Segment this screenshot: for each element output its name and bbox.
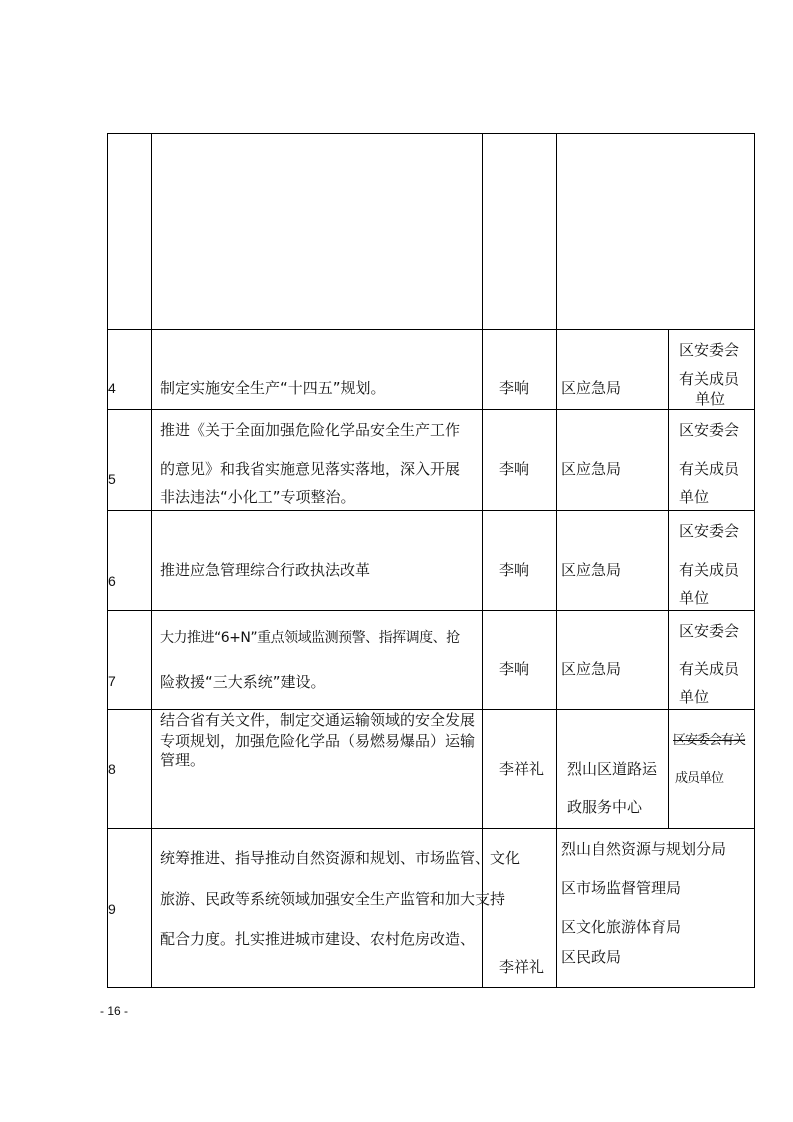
lead-unit-cell: [557, 710, 669, 829]
page-number: - 16 -: [100, 1004, 129, 1018]
coop-unit-line: 单位: [679, 688, 710, 706]
leader-name: 李祥礼: [499, 760, 545, 778]
task-content-line: 专项规划，加强危险化学品（易燃易爆品）运输: [160, 732, 476, 750]
lead-unit: 区应急局: [561, 460, 622, 478]
row-index: 8: [108, 761, 116, 777]
coop-unit-line: 有关成员: [679, 561, 740, 579]
lead-unit: 区应急局: [561, 561, 622, 579]
task-table: [107, 133, 755, 988]
task-content-line: 险救援“三大系统”建设。: [160, 673, 326, 691]
content-cell: [152, 134, 483, 330]
task-content-line: 大力推进“6+N”重点领域监测预警、指挥调度、抢: [160, 630, 460, 646]
leader-cell: [483, 330, 557, 410]
leader-name: 李响: [499, 660, 530, 678]
lead-unit-line: 政服务中心: [567, 798, 643, 816]
coop-unit-line: 成员单位: [675, 771, 724, 786]
leader-cell: [483, 511, 557, 611]
lead-unit-line: 烈山区道路运: [567, 760, 658, 778]
leader-cell: [483, 410, 557, 511]
lead-unit-cell: [557, 330, 669, 410]
leader-name: 李响: [499, 379, 530, 397]
table-row: [108, 511, 755, 611]
task-content: 制定实施安全生产“十四五”规划。: [160, 379, 386, 397]
lead-unit-line: 区民政局: [561, 948, 622, 966]
table-row: [108, 710, 755, 829]
task-content-line: 推进《关于全面加强危险化学品安全生产工作: [160, 421, 461, 439]
leader-cell: [483, 611, 557, 710]
table-row: [108, 611, 755, 710]
lead-unit: 区应急局: [561, 379, 622, 397]
task-content: 推进应急管理综合行政执法改革: [160, 561, 371, 579]
row-index: 4: [108, 380, 116, 396]
index-cell: [108, 611, 152, 710]
lead-unit-cell: [557, 134, 755, 330]
coop-unit-cell: [669, 611, 755, 710]
coop-unit-line: 有关成员: [679, 460, 740, 478]
content-cell: [152, 710, 483, 829]
coop-unit-cell: [669, 511, 755, 611]
index-cell: [108, 134, 152, 330]
row-index: 7: [108, 673, 116, 689]
lead-unit-line: 区市场监督管理局: [561, 879, 682, 897]
task-content-line: 的意见》和我省实施意见落实落地，深入开展: [160, 460, 461, 478]
index-cell: [108, 511, 152, 611]
task-content-line: 管理。: [160, 751, 206, 769]
content-cell: [152, 511, 483, 611]
row-index: 6: [108, 573, 116, 589]
coop-unit-cell: [669, 410, 755, 511]
leader-cell: [483, 710, 557, 829]
lead-unit: 区应急局: [561, 660, 622, 678]
leader-name: 李响: [499, 561, 530, 579]
content-cell: [152, 611, 483, 710]
coop-unit-line: 单位: [695, 390, 726, 408]
coop-unit-cell: [669, 330, 755, 410]
task-content-line: 旅游、民政等系统领域加强安全生产监管和加大支持: [160, 890, 506, 908]
content-cell: [152, 330, 483, 410]
task-content-line: 非法违法“小化工”专项整治。: [160, 488, 356, 506]
coop-unit-line: 区安委会: [679, 341, 740, 359]
content-cell: [152, 410, 483, 511]
lead-unit-cell: [557, 511, 669, 611]
index-cell: [108, 330, 152, 410]
task-content-line: 结合省有关文件，制定交通运输领域的安全发展: [160, 711, 476, 729]
coop-unit-line: 单位: [679, 488, 710, 506]
coop-unit-line: 有关成员: [679, 370, 740, 388]
coop-unit-line: 有关成员: [679, 660, 740, 678]
content-cell: [152, 829, 521, 988]
lead-unit-line: 烈山自然资源与规划分局: [561, 840, 727, 858]
index-cell: [108, 410, 152, 511]
lead-unit-cell: [557, 611, 669, 710]
lead-unit-cell: [557, 829, 755, 988]
coop-unit-cell: [669, 710, 755, 829]
task-content-line: 配合力度。扎实推进城市建设、农村危房改造、: [160, 930, 476, 948]
lead-unit-line: 区文化旅游体育局: [561, 918, 682, 936]
coop-unit-line: 区安委会: [679, 522, 740, 540]
task-content-line: 统筹推进、指导推动自然资源和规划、市场监管、文化: [160, 849, 521, 867]
row-index: 5: [108, 471, 116, 487]
leader-name: 李祥礼: [499, 958, 545, 976]
coop-unit-line: 区安委会: [679, 622, 740, 640]
coop-unit-line: 单位: [679, 589, 710, 607]
coop-unit-line: 区安委会: [679, 421, 740, 439]
table-row: [108, 134, 755, 330]
coop-unit-line: 区安委会有关: [673, 733, 746, 748]
index-cell: [108, 829, 152, 988]
index-cell: [108, 710, 152, 829]
table-row: [108, 410, 755, 511]
lead-unit-cell: [557, 410, 669, 511]
leader-cell: [483, 134, 557, 330]
leader-name: 李响: [499, 460, 530, 478]
row-index: 9: [108, 901, 116, 917]
table-row: [108, 330, 755, 410]
table-row: [108, 829, 755, 988]
